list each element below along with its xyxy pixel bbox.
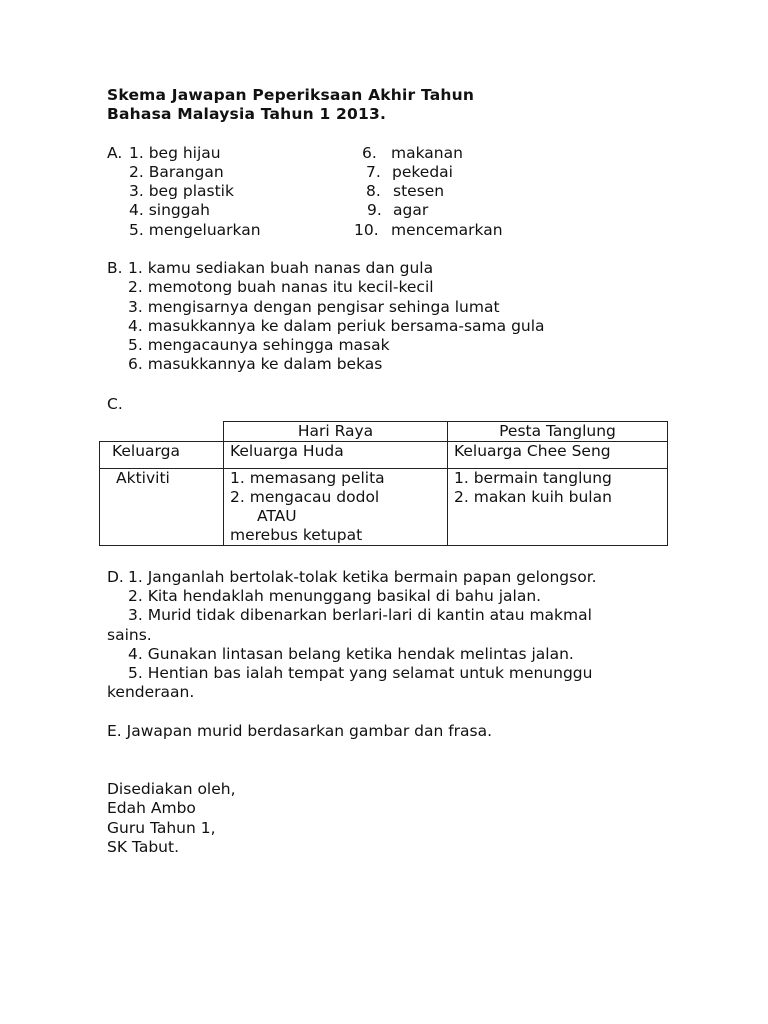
answer-d-line: sains. <box>107 626 152 644</box>
activity-alternative: ATAU <box>257 507 297 525</box>
cell-keluarga-hari-raya: Keluarga Huda <box>224 442 448 469</box>
activity-line: 1. memasang pelita <box>230 469 385 487</box>
activity-line: 2. makan kuih bulan <box>454 488 612 506</box>
answer-b-4: 4. masukkannya ke dalam periuk bersama-sama gula <box>128 317 545 335</box>
answer-a-2: 2. Barangan <box>129 163 224 181</box>
answer-d-line: 1. Janganlah bertolak-tolak ketika bermain papan gelongsor. <box>128 568 597 586</box>
row-label-keluarga: Keluarga <box>100 442 224 469</box>
answer-b-1: 1. kamu sediakan buah nanas dan gula <box>128 259 434 277</box>
header-pesta-tanglung: Pesta Tanglung <box>448 422 668 442</box>
section-a-label: A. <box>107 144 123 162</box>
answer-a-4: 4. singgah <box>129 201 210 219</box>
signature-line: Disediakan oleh, <box>107 780 236 798</box>
answer-a-10: mencemarkan <box>391 221 503 239</box>
row-label-aktiviti: Aktiviti <box>100 469 224 546</box>
header-hari-raya: Hari Raya <box>224 422 448 442</box>
answer-d-line: 5. Hentian bas ialah tempat yang selamat untuk menunggu <box>128 664 593 682</box>
activity-line: 1. bermain tanglung <box>454 469 612 487</box>
section-b-label: B. <box>107 259 123 277</box>
signature-line: Guru Tahun 1, <box>107 819 216 837</box>
answer-a-6: makanan <box>391 144 463 162</box>
answer-b-3: 3. mengisarnya dengan pengisar sehinga lumat <box>128 298 500 316</box>
section-e-text: E. Jawapan murid berdasarkan gambar dan frasa. <box>107 722 493 740</box>
signature-line: Edah Ambo <box>107 799 196 817</box>
answer-b-6: 6. masukkannya ke dalam bekas <box>128 355 383 373</box>
document-title-line-1: Skema Jawapan Peperiksaan Akhir Tahun <box>107 86 475 104</box>
answer-d-line: 3. Murid tidak dibenarkan berlari-lari di kantin atau makmal <box>128 606 592 624</box>
answer-a-8: stesen <box>393 182 445 200</box>
answer-a-9-number: 9. <box>367 201 382 219</box>
answer-a-5: 5. mengeluarkan <box>129 221 261 239</box>
answer-a-9: agar <box>393 201 429 219</box>
cell-aktiviti-pesta-tanglung <box>448 469 668 546</box>
section-d-label: D. <box>107 568 124 586</box>
answer-a-8-number: 8. <box>366 182 381 200</box>
answer-a-3: 3. beg plastik <box>129 182 234 200</box>
section-c-label: C. <box>107 395 123 413</box>
answer-b-2: 2. memotong buah nanas itu kecil-kecil <box>128 278 434 296</box>
answer-b-5: 5. mengacaunya sehingga masak <box>128 336 390 354</box>
answer-a-7-number: 7. <box>366 163 381 181</box>
activity-line: 2. mengacau dodol <box>230 488 380 506</box>
answer-d-line: kenderaan. <box>107 683 195 701</box>
answer-d-line: 4. Gunakan lintasan belang ketika hendak melintas jalan. <box>128 645 574 663</box>
answer-a-6-number: 6. <box>362 144 377 162</box>
section-c-table <box>99 421 668 546</box>
answer-d-line: 2. Kita hendaklah menunggang basikal di bahu jalan. <box>128 587 542 605</box>
table-empty-corner <box>100 422 224 442</box>
answer-a-7: pekedai <box>392 163 453 181</box>
cell-keluarga-pesta-tanglung: Keluarga Chee Seng <box>448 442 668 469</box>
answer-a-10-number: 10. <box>354 221 379 239</box>
document-title-line-2: Bahasa Malaysia Tahun 1 2013. <box>107 105 387 123</box>
signature-line: SK Tabut. <box>107 838 179 856</box>
answer-a-1: 1. beg hijau <box>129 144 221 162</box>
activity-line: merebus ketupat <box>230 526 363 544</box>
cell-aktiviti-hari-raya <box>224 469 448 546</box>
